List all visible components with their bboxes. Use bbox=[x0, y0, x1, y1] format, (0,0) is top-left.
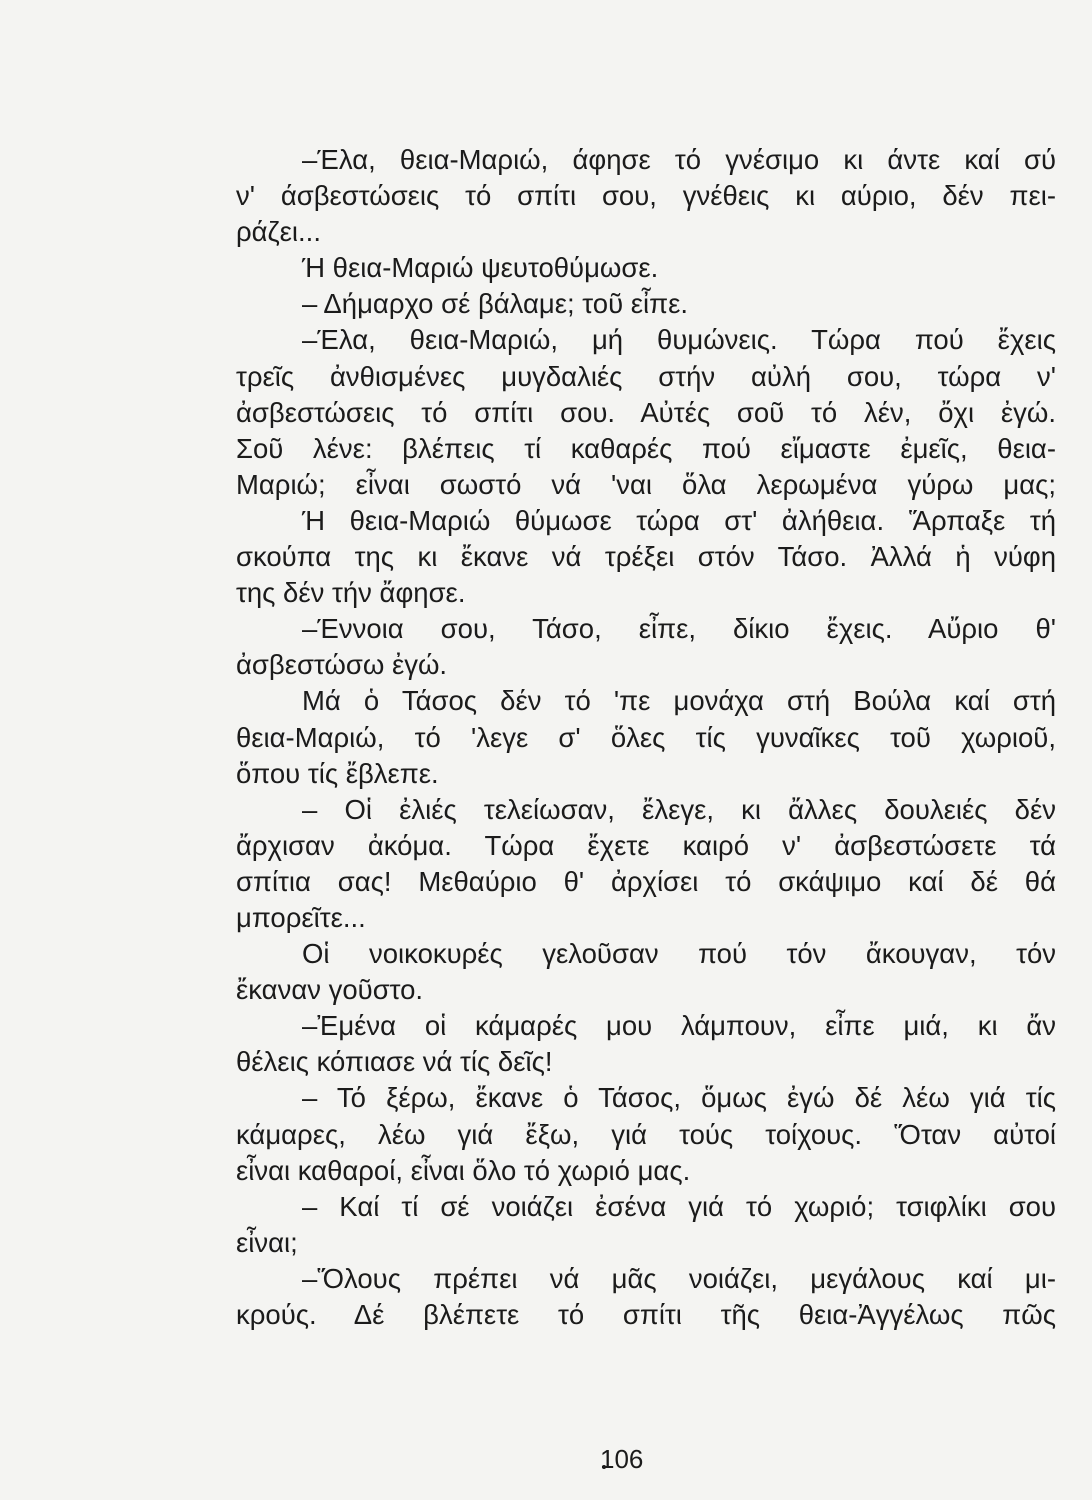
text-line: τρεῖς ἀνθισμένες μυγδαλιές στήν αὐλή σου, τώρα ν' bbox=[236, 360, 1056, 392]
text-line: Μαριώ; εἶναι σωστό νά 'ναι ὅλα λερωμένα γύρω μας; bbox=[236, 468, 1056, 500]
text-line: ἀσβεστώσω ἐγώ. bbox=[236, 649, 448, 681]
text-line: της δέν τήν ἄφησε. bbox=[236, 577, 466, 609]
text-line: Σοῦ λένε: βλέπεις τί καθαρές πού εἴμαστε ἐμεῖς, θεια- bbox=[236, 432, 1056, 464]
text-line: Ή θεια-Μαριώ θύμωσε τώρα στ' ἀλήθεια. Ἅρπαξε τή bbox=[302, 504, 1056, 536]
text-line: μπορεῖτε... bbox=[236, 901, 366, 933]
text-line: – Τό ξέρω, ἔκανε ὁ Τάσος, ὅμως ἐγώ δέ λέω γιά τίς bbox=[302, 1082, 1056, 1114]
text-line: θεια-Μαριώ, τό 'λεγε σ' ὅλες τίς γυναῖκες τοῦ χωριοῦ, bbox=[236, 721, 1056, 753]
text-line: –Ἐμένα οἱ κάμαρές μου λάμπουν, εἶπε μιά, κι ἄν bbox=[302, 1010, 1056, 1042]
text-line: –Έλα, θεια-Μαριώ, μή θυμώνεις. Τώρα πού ἔχεις bbox=[302, 324, 1056, 356]
text-line: –Ὅλους πρέπει νά μᾶς νοιάζει, μεγάλους καί μι- bbox=[302, 1262, 1056, 1294]
text-line: –Έλα, θεια-Μαριώ, άφησε τό γνέσιμο κι άντε καί σύ bbox=[302, 144, 1056, 175]
body-text bbox=[236, 142, 1056, 1333]
text-line: ν' άσβεστώσεις τό σπίτι σου, γνέθεις κι αύριο, δέν πει- bbox=[236, 180, 1056, 212]
text-line: – Οἱ ἐλιές τελείωσαν, ἔλεγε, κι ἄλλες δουλειές δέν bbox=[302, 793, 1056, 825]
text-line: ἔκαναν γοῦστο. bbox=[236, 974, 424, 1006]
text-line: ἄρχισαν ἀκόμα. Τώρα ἔχετε καιρό ν' ἀσβεστώσετε τά bbox=[236, 829, 1056, 861]
text-line: κρούς. Δέ βλέπετε τό σπίτι τῆς θεια-Ἀγγέλως πῶς bbox=[236, 1299, 1056, 1330]
text-line: Ή θεια-Μαριώ ψευτοθύμωσε. bbox=[302, 252, 659, 284]
text-line: – Καί τί σέ νοιάζει ἐσένα γιά τό χωριό; τσιφλίκι σου bbox=[302, 1190, 1056, 1222]
text-line: – Δήμαρχο σέ βάλαμε; τοῦ εἶπε. bbox=[302, 288, 688, 320]
page-number: 106 bbox=[600, 1444, 644, 1474]
text-line: Μά ὁ Τάσος δέν τό 'πε μονάχα στή Βούλα καί στή bbox=[302, 685, 1056, 717]
text-line: ἀσβεστώσεις τό σπίτι σου. Αὐτές σοῦ τό λέν, ὄχι ἐγώ. bbox=[236, 396, 1056, 428]
text-line: εἶναι; bbox=[236, 1226, 298, 1258]
text-line: θέλεις κόπιασε νά τίς δεῖς! bbox=[236, 1046, 553, 1078]
text-line: κάμαρες, λέω γιά ἔξω, γιά τούς τοίχους. Ὅταν αὐτοί bbox=[236, 1118, 1056, 1150]
text-line: εἶναι καθαροί, εἶναι ὅλο τό χωριό μας. bbox=[236, 1154, 691, 1186]
text-line: ράζει... bbox=[236, 216, 321, 248]
text-line: –Έννοια σου, Τάσο, εἶπε, δίκιο ἔχεις. Αὔριο θ' bbox=[302, 613, 1056, 645]
text-line: ὅπου τίς ἔβλεπε. bbox=[236, 757, 439, 789]
text-line: Οἱ νοικοκυρές γελοῦσαν πού τόν ἄκουγαν, τόν bbox=[302, 938, 1056, 970]
text-line: σπίτια σας! Μεθαύριο θ' ἀρχίσει τό σκάψιμο καί δέ θά bbox=[236, 865, 1056, 897]
text-line: σκούπα της κι ἔκανε νά τρέξει στόν Τάσο. Ἀλλά ἡ νύφη bbox=[236, 541, 1056, 573]
